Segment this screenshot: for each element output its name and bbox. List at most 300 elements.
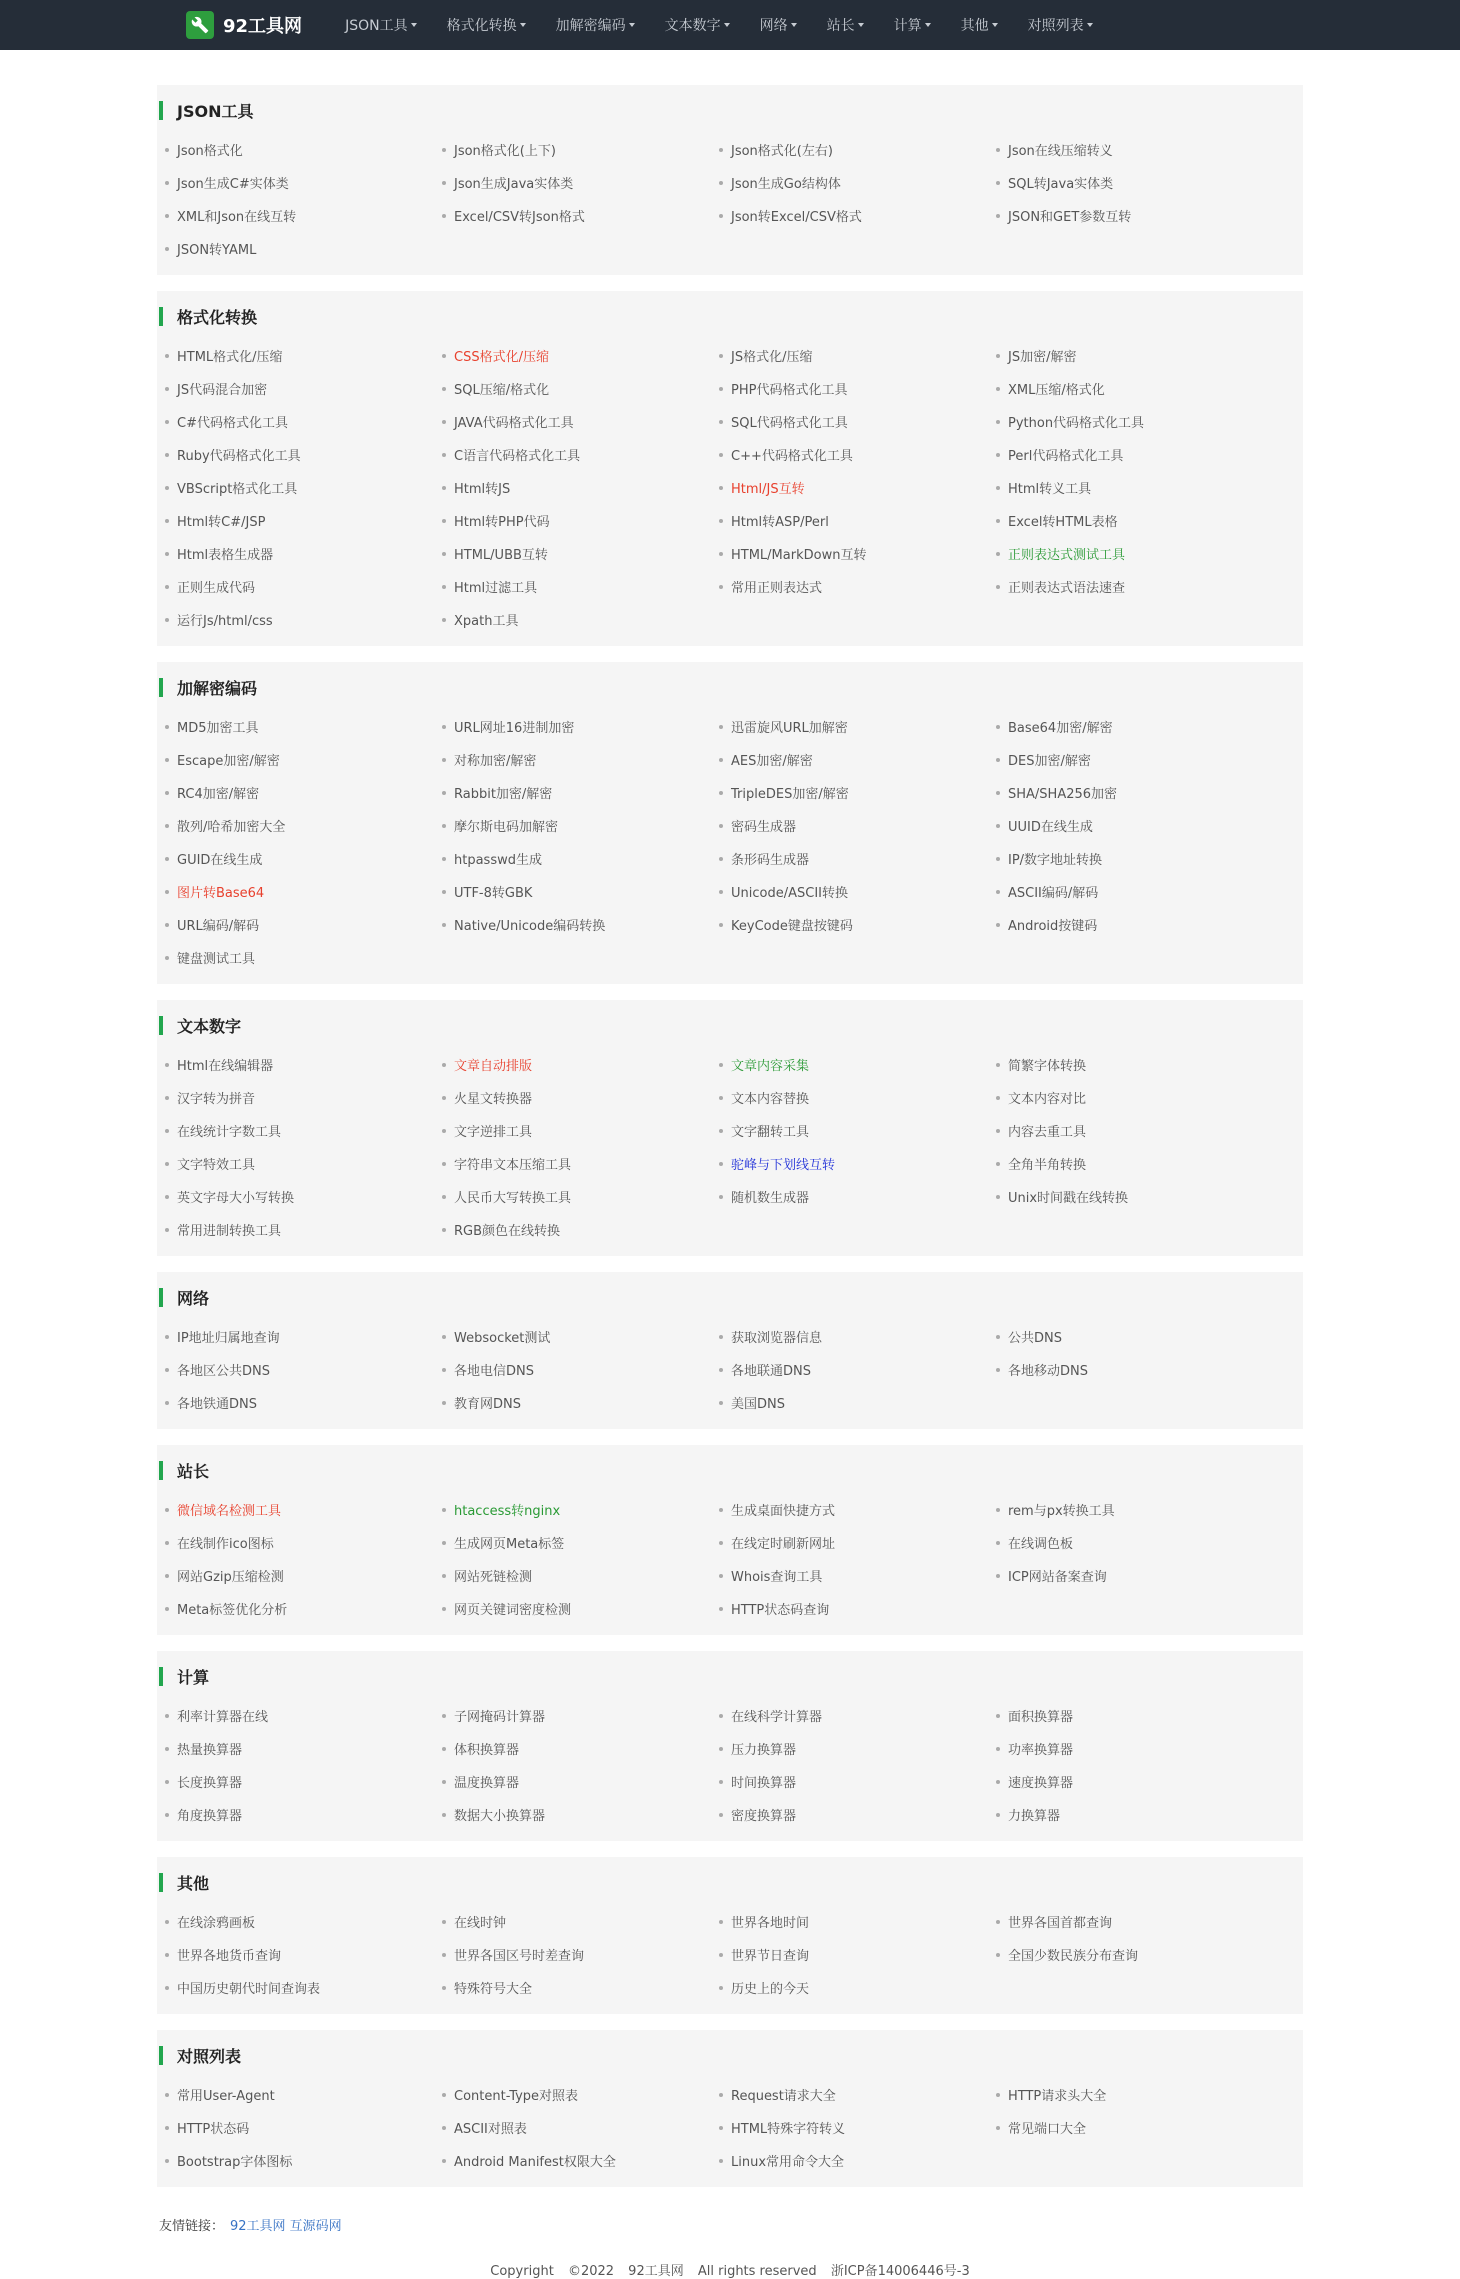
tool-link[interactable]: [996, 710, 1273, 743]
tool-link[interactable]: [442, 1147, 719, 1180]
bullet-dot-icon: [165, 585, 169, 589]
tool-link[interactable]: [165, 1493, 442, 1526]
tool-link[interactable]: [719, 1971, 996, 2004]
tool-link[interactable]: [442, 1732, 719, 1765]
tool-link[interactable]: [996, 1048, 1273, 1081]
tool-link[interactable]: [996, 504, 1273, 537]
tool-link-label: 文本内容对比: [1008, 1092, 1087, 1107]
tool-link[interactable]: [442, 405, 719, 438]
tool-link[interactable]: [996, 1081, 1273, 1114]
tool-link-label: 文字翻转工具: [731, 1125, 810, 1140]
bullet-dot-icon: [719, 791, 723, 795]
tool-link[interactable]: [996, 339, 1273, 372]
tool-link[interactable]: [442, 1699, 719, 1732]
bullet-dot-icon: [442, 1747, 446, 1751]
tool-link[interactable]: [719, 2078, 996, 2111]
tool-link[interactable]: [165, 1386, 442, 1419]
tool-link[interactable]: [442, 908, 719, 941]
nav-menu: [330, 0, 1108, 50]
tool-link-label: 功率换算器: [1008, 1743, 1074, 1758]
tool-link[interactable]: [719, 1559, 996, 1592]
tool-link-label: Html在线编辑器: [177, 1059, 274, 1074]
tool-link[interactable]: [996, 875, 1273, 908]
nav-item-3[interactable]: [650, 0, 745, 50]
tool-link[interactable]: [719, 743, 996, 776]
tool-link[interactable]: [996, 842, 1273, 875]
tool-link-label: 压力换算器: [731, 1743, 797, 1758]
tool-link[interactable]: [442, 842, 719, 875]
tool-link-label: Xpath工具: [454, 614, 519, 629]
tool-link-label: Meta标签优化分析: [177, 1603, 288, 1618]
bullet-dot-icon: [719, 1162, 723, 1166]
tool-link[interactable]: [442, 199, 719, 232]
tool-link[interactable]: [719, 2111, 996, 2144]
tool-link-label: HTML特殊字符转义: [731, 2122, 846, 2137]
tool-link[interactable]: [165, 1765, 442, 1798]
tool-link[interactable]: [719, 570, 996, 603]
section-panel: [157, 1000, 1303, 1256]
tool-link-label: 中国历史朝代时间查询表: [177, 1982, 321, 1997]
bullet-dot-icon: [165, 1063, 169, 1067]
bullet-dot-icon: [165, 453, 169, 457]
tool-link[interactable]: [442, 133, 719, 166]
tool-link[interactable]: [165, 1526, 442, 1559]
bullet-dot-icon: [996, 519, 1000, 523]
tool-link[interactable]: [165, 1732, 442, 1765]
section-panel: [157, 291, 1303, 646]
bullet-dot-icon: [996, 890, 1000, 894]
tool-link[interactable]: [719, 1180, 996, 1213]
nav-item-label: 对照列表: [1027, 18, 1084, 34]
tool-link[interactable]: [165, 1592, 442, 1625]
tool-link-label: Rabbit加密/解密: [454, 787, 553, 802]
tool-link-label: 温度换算器: [454, 1776, 520, 1791]
bullet-dot-icon: [442, 1096, 446, 1100]
tool-link[interactable]: [719, 710, 996, 743]
friend-link-huyuanma[interactable]: 互源码网: [289, 2219, 342, 2234]
tool-link[interactable]: [719, 1048, 996, 1081]
tool-link-label: HTTP状态码查询: [731, 1603, 830, 1618]
tool-link[interactable]: [165, 1699, 442, 1732]
tool-link[interactable]: [442, 1559, 719, 1592]
bullet-dot-icon: [719, 1195, 723, 1199]
tool-link[interactable]: [719, 2144, 996, 2177]
tool-link[interactable]: [165, 232, 442, 265]
tool-link[interactable]: [719, 1493, 996, 1526]
bullet-dot-icon: [165, 2093, 169, 2097]
tool-link-label: AES加密/解密: [731, 754, 813, 769]
tool-link[interactable]: [165, 471, 442, 504]
tool-link[interactable]: [442, 809, 719, 842]
tool-link[interactable]: [442, 2111, 719, 2144]
tool-link[interactable]: [719, 1699, 996, 1732]
tool-link[interactable]: [442, 372, 719, 405]
tool-link-label: 密度换算器: [731, 1809, 797, 1824]
tool-link[interactable]: [165, 166, 442, 199]
tool-link[interactable]: [442, 1386, 719, 1419]
tool-link[interactable]: [719, 471, 996, 504]
tool-link[interactable]: [442, 2144, 719, 2177]
bullet-dot-icon: [165, 519, 169, 523]
tool-link[interactable]: [165, 133, 442, 166]
tool-link-label: 随机数生成器: [731, 1191, 810, 1206]
tool-link-label: Json转Excel/CSV格式: [731, 210, 862, 225]
tool-link-label: 美国DNS: [731, 1397, 785, 1412]
tool-link[interactable]: [442, 1798, 719, 1831]
tool-link-label: JS代码混合加密: [177, 383, 268, 398]
tool-link[interactable]: [719, 1938, 996, 1971]
bullet-dot-icon: [165, 247, 169, 251]
tool-link-label: 面积换算器: [1008, 1710, 1074, 1725]
tool-link[interactable]: [442, 603, 719, 636]
tool-link-label: 全角半角转换: [1008, 1158, 1087, 1173]
tool-link-label: 速度换算器: [1008, 1776, 1074, 1791]
tool-link[interactable]: [165, 1559, 442, 1592]
wrench-icon: [186, 11, 214, 39]
tool-link-label: UUID在线生成: [1008, 820, 1093, 835]
tool-link[interactable]: [719, 438, 996, 471]
tool-link-label: 各地移动DNS: [1008, 1364, 1088, 1379]
tool-link[interactable]: [165, 1081, 442, 1114]
tool-link[interactable]: [165, 504, 442, 537]
tool-link-label: 角度换算器: [177, 1809, 243, 1824]
bullet-dot-icon: [996, 857, 1000, 861]
nav-item-4[interactable]: [745, 0, 812, 50]
caret-down-icon: [1087, 23, 1093, 27]
bullet-dot-icon: [165, 1129, 169, 1133]
bullet-dot-icon: [442, 824, 446, 828]
tool-link[interactable]: [165, 339, 442, 372]
tool-link-label: 条形码生成器: [731, 853, 810, 868]
tool-link[interactable]: [719, 199, 996, 232]
tool-link[interactable]: [165, 2078, 442, 2111]
tool-link[interactable]: [165, 2111, 442, 2144]
tool-link[interactable]: [719, 776, 996, 809]
bullet-dot-icon: [442, 387, 446, 391]
footer-icp[interactable]: 浙ICP备14006446号-3: [830, 2264, 970, 2279]
friend-link-92tools[interactable]: 92工具网: [230, 2219, 286, 2234]
tool-link[interactable]: [442, 710, 719, 743]
tool-link[interactable]: [442, 1081, 719, 1114]
tool-link[interactable]: [442, 537, 719, 570]
tool-link-label: Json格式化(左右): [731, 144, 833, 159]
tool-link[interactable]: [719, 875, 996, 908]
bullet-dot-icon: [719, 519, 723, 523]
tool-link[interactable]: [442, 743, 719, 776]
tool-link[interactable]: [719, 1081, 996, 1114]
tool-link[interactable]: [996, 570, 1273, 603]
tool-link[interactable]: [442, 1048, 719, 1081]
tool-link[interactable]: [442, 1971, 719, 2004]
tool-link[interactable]: [165, 941, 442, 974]
tool-link-label: 长度换算器: [177, 1776, 243, 1791]
bullet-dot-icon: [442, 1920, 446, 1924]
tool-link[interactable]: [719, 504, 996, 537]
tool-link-label: 简繁字体转换: [1008, 1059, 1087, 1074]
tool-link[interactable]: [165, 1971, 442, 2004]
tool-link[interactable]: [719, 1765, 996, 1798]
nav-item-1[interactable]: [432, 0, 541, 50]
section-panel: [157, 2030, 1303, 2187]
tool-link-label: 在线制作ico图标: [177, 1537, 274, 1552]
bullet-dot-icon: [996, 585, 1000, 589]
tool-link[interactable]: [442, 471, 719, 504]
tool-link-label: 对称加密/解密: [454, 754, 537, 769]
tool-link[interactable]: [165, 372, 442, 405]
tool-link[interactable]: [719, 405, 996, 438]
section-panel: [157, 1272, 1303, 1429]
tool-link[interactable]: [165, 842, 442, 875]
nav-item-7[interactable]: [946, 0, 1013, 50]
tool-link[interactable]: [165, 537, 442, 570]
tool-link[interactable]: [996, 2078, 1273, 2111]
tool-link[interactable]: [442, 166, 719, 199]
tool-link-label: Whois查询工具: [731, 1570, 823, 1585]
tool-link[interactable]: [165, 603, 442, 636]
tool-link-label: Html过滤工具: [454, 581, 538, 596]
tool-link[interactable]: [442, 1592, 719, 1625]
tool-link[interactable]: [165, 743, 442, 776]
tool-link[interactable]: [996, 471, 1273, 504]
bullet-dot-icon: [996, 1813, 1000, 1817]
tool-link-label: 网站死链检测: [454, 1570, 533, 1585]
tool-link-label: 在线统计字数工具: [177, 1125, 282, 1140]
tool-link[interactable]: [442, 1114, 719, 1147]
tool-link[interactable]: [996, 199, 1273, 232]
tool-link[interactable]: [719, 842, 996, 875]
tool-link[interactable]: [719, 133, 996, 166]
tool-link[interactable]: [719, 1386, 996, 1419]
tool-link-label: 各地铁通DNS: [177, 1397, 257, 1412]
tool-link[interactable]: [165, 1353, 442, 1386]
bullet-dot-icon: [996, 1063, 1000, 1067]
tool-link[interactable]: [442, 875, 719, 908]
nav-item-5[interactable]: [812, 0, 879, 50]
bullet-dot-icon: [719, 453, 723, 457]
tool-link[interactable]: [442, 1765, 719, 1798]
tool-link[interactable]: [996, 1526, 1273, 1559]
tool-link[interactable]: [165, 1114, 442, 1147]
tool-link[interactable]: [165, 1905, 442, 1938]
tool-link[interactable]: [996, 1765, 1273, 1798]
tool-link-label: Json生成Java实体类: [454, 177, 574, 192]
bullet-dot-icon: [442, 552, 446, 556]
tool-link[interactable]: [996, 1559, 1273, 1592]
tool-link-label: KeyCode键盘按键码: [731, 919, 853, 934]
tool-link[interactable]: [719, 372, 996, 405]
bullet-dot-icon: [719, 890, 723, 894]
tool-link[interactable]: [165, 875, 442, 908]
bullet-dot-icon: [442, 1063, 446, 1067]
tool-link-label: Android按键码: [1008, 919, 1098, 934]
tool-link[interactable]: [442, 1493, 719, 1526]
tool-link[interactable]: [165, 199, 442, 232]
tool-link[interactable]: [165, 1320, 442, 1353]
tool-link[interactable]: [996, 372, 1273, 405]
tool-link[interactable]: [165, 710, 442, 743]
tool-link[interactable]: [996, 1320, 1273, 1353]
bullet-dot-icon: [442, 486, 446, 490]
tool-link[interactable]: [996, 166, 1273, 199]
tool-link-label: 力换算器: [1008, 1809, 1061, 1824]
tool-link-label: 生成桌面快捷方式: [731, 1504, 836, 1519]
tool-link[interactable]: [165, 776, 442, 809]
tool-link[interactable]: [442, 339, 719, 372]
tool-link[interactable]: [442, 1213, 719, 1246]
nav-item-0[interactable]: [330, 0, 432, 50]
section-panel: [157, 85, 1303, 275]
tool-link[interactable]: [719, 1905, 996, 1938]
bullet-dot-icon: [442, 1401, 446, 1405]
tool-link[interactable]: [165, 1048, 442, 1081]
tool-link-label: 在线定时刷新网址: [731, 1537, 836, 1552]
footer-rights: All rights reserved: [697, 2264, 817, 2279]
tool-link-label: 文本内容替换: [731, 1092, 810, 1107]
tool-link[interactable]: [442, 438, 719, 471]
bullet-dot-icon: [996, 1714, 1000, 1718]
bullet-dot-icon: [165, 1574, 169, 1578]
tool-link[interactable]: [165, 1213, 442, 1246]
nav-item-2[interactable]: [541, 0, 650, 50]
tool-link[interactable]: [996, 1732, 1273, 1765]
brand-logo-link[interactable]: [186, 11, 302, 39]
tool-link[interactable]: [996, 743, 1273, 776]
bullet-dot-icon: [719, 552, 723, 556]
tool-link[interactable]: [719, 339, 996, 372]
tool-link[interactable]: [996, 1114, 1273, 1147]
section-accent-bar: [159, 1667, 163, 1686]
bullet-dot-icon: [165, 1096, 169, 1100]
tool-link[interactable]: [165, 1147, 442, 1180]
tool-link[interactable]: [719, 166, 996, 199]
bullet-dot-icon: [165, 214, 169, 218]
tool-link[interactable]: [996, 809, 1273, 842]
tool-link-label: 内容去重工具: [1008, 1125, 1087, 1140]
tool-link[interactable]: [442, 1526, 719, 1559]
tool-link-label: 常见端口大全: [1008, 2122, 1087, 2137]
tool-link-label: JSON转YAML: [177, 243, 257, 258]
tool-link-label: Escape加密/解密: [177, 754, 280, 769]
tool-link[interactable]: [165, 438, 442, 471]
tool-link[interactable]: [719, 1592, 996, 1625]
tool-link[interactable]: [719, 537, 996, 570]
tool-link[interactable]: [719, 1147, 996, 1180]
tool-link[interactable]: [165, 809, 442, 842]
bullet-dot-icon: [165, 1607, 169, 1611]
bullet-dot-icon: [719, 148, 723, 152]
tool-link[interactable]: [719, 1798, 996, 1831]
tool-link[interactable]: [442, 1320, 719, 1353]
section-accent-bar: [159, 1461, 163, 1480]
tool-link-label: 各地联通DNS: [731, 1364, 811, 1379]
bullet-dot-icon: [442, 214, 446, 218]
bullet-dot-icon: [165, 1780, 169, 1784]
caret-down-icon: [791, 23, 797, 27]
tool-link[interactable]: [996, 1493, 1273, 1526]
section-header: [157, 2040, 1303, 2070]
tool-link[interactable]: [719, 1353, 996, 1386]
tool-link-label: MD5加密工具: [177, 721, 259, 736]
tool-link[interactable]: [996, 1147, 1273, 1180]
bullet-dot-icon: [719, 1920, 723, 1924]
tool-link[interactable]: [165, 1798, 442, 1831]
tool-link[interactable]: [165, 2144, 442, 2177]
tool-link-label: Perl代码格式化工具: [1008, 449, 1124, 464]
tool-link[interactable]: [996, 1353, 1273, 1386]
tool-link[interactable]: [996, 908, 1273, 941]
tool-link[interactable]: [996, 1180, 1273, 1213]
tool-sections: [157, 85, 1303, 2187]
tool-link[interactable]: [442, 504, 719, 537]
tool-link[interactable]: [996, 133, 1273, 166]
tool-link[interactable]: [442, 1905, 719, 1938]
bullet-dot-icon: [996, 725, 1000, 729]
footer-copyright: Copyright: [490, 2264, 554, 2279]
navbar-inner: [157, 0, 1303, 50]
bullet-dot-icon: [165, 1401, 169, 1405]
tool-link[interactable]: [996, 1798, 1273, 1831]
tool-link[interactable]: [165, 1180, 442, 1213]
tool-link[interactable]: [165, 570, 442, 603]
bullet-dot-icon: [165, 354, 169, 358]
tool-link[interactable]: [165, 908, 442, 941]
tool-link[interactable]: [996, 2111, 1273, 2144]
bullet-dot-icon: [165, 1162, 169, 1166]
tool-link[interactable]: [719, 1320, 996, 1353]
tool-link-label: JSON和GET参数互转: [1008, 210, 1132, 225]
tool-link[interactable]: [719, 1114, 996, 1147]
tool-link-label: 文字逆排工具: [454, 1125, 533, 1140]
section-header: [157, 1010, 1303, 1040]
caret-down-icon: [724, 23, 730, 27]
tool-link[interactable]: [996, 438, 1273, 471]
bullet-dot-icon: [165, 1714, 169, 1718]
tool-link[interactable]: [442, 2078, 719, 2111]
tool-link[interactable]: [442, 570, 719, 603]
tool-link[interactable]: [996, 776, 1273, 809]
tool-link-label: Content-Type对照表: [454, 2089, 579, 2104]
tool-link-label: XML和Json在线互转: [177, 210, 297, 225]
tool-link[interactable]: [165, 405, 442, 438]
nav-item-6[interactable]: [879, 0, 946, 50]
section-title: 站长: [177, 1461, 210, 1481]
tool-link[interactable]: [996, 1905, 1273, 1938]
tool-link[interactable]: [996, 405, 1273, 438]
bullet-dot-icon: [719, 1401, 723, 1405]
tool-link[interactable]: [442, 1180, 719, 1213]
tool-link-label: HTML/UBB互转: [454, 548, 548, 563]
tool-link-label: Base64加密/解密: [1008, 721, 1113, 736]
nav-item-8[interactable]: [1013, 0, 1108, 50]
tool-link-label: 网页关键词密度检测: [454, 1603, 572, 1618]
bullet-dot-icon: [165, 1195, 169, 1199]
nav-item-label: 其他: [960, 18, 989, 34]
tool-link[interactable]: [996, 537, 1273, 570]
tool-link[interactable]: [442, 1353, 719, 1386]
bullet-dot-icon: [442, 1574, 446, 1578]
tool-link[interactable]: [996, 1938, 1273, 1971]
tool-link[interactable]: [719, 908, 996, 941]
bullet-dot-icon: [165, 552, 169, 556]
tool-link[interactable]: [165, 1938, 442, 1971]
tool-link[interactable]: [996, 1699, 1273, 1732]
tool-link[interactable]: [442, 776, 719, 809]
tool-link[interactable]: [719, 1526, 996, 1559]
bullet-dot-icon: [996, 1195, 1000, 1199]
tool-link[interactable]: [719, 809, 996, 842]
tool-link[interactable]: [442, 1938, 719, 1971]
tool-link[interactable]: [719, 1732, 996, 1765]
